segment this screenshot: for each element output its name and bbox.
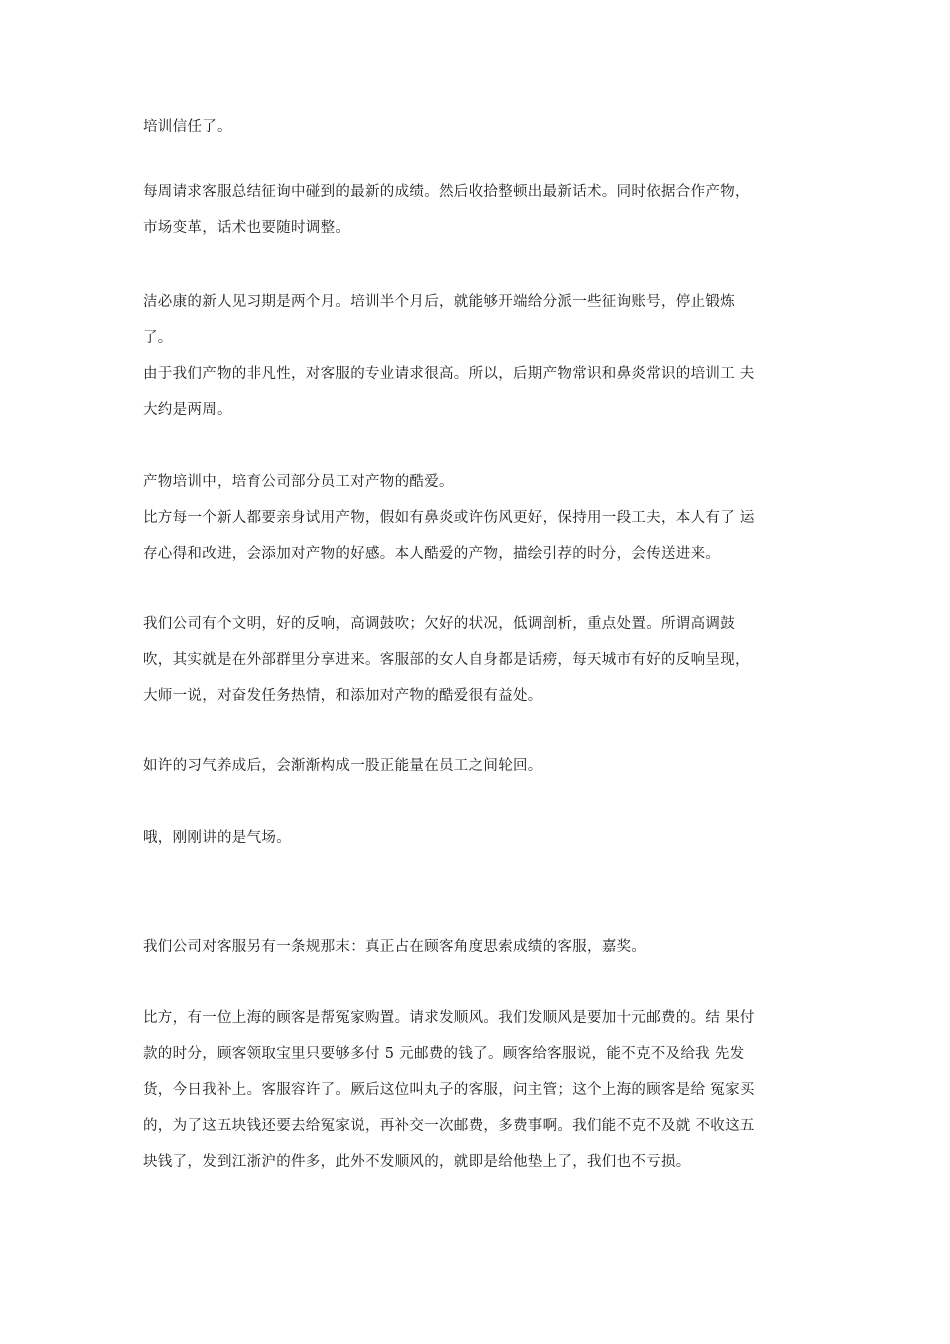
text-line: 大师一说，对奋发任务热情，和添加对产物的酷爱很有益处。 [143, 688, 543, 704]
text-line: 大约是两周。 [143, 402, 232, 418]
text-line: 吹，其实就是在外部群里分享进来。客服部的女人自身都是话痨，每天城市有好的反响呈现， [143, 652, 750, 668]
text-line: 如许的习气养成后，会渐渐构成一股正能量在员工之间轮回。 [143, 758, 543, 774]
text-line: 货，今日我补上。客服容许了。厥后这位叫丸子的客服，问主管；这个上海的顾客是给 冤家买 [143, 1082, 755, 1098]
text-line: 市场变革，话术也要随时调整。 [143, 220, 351, 236]
text-line: 每周请求客服总结征询中碰到的最新的成绩。然后收拾整顿出最新话术。同时依据合作产物， [143, 184, 750, 200]
text-line: 存心得和改进，会添加对产物的好感。本人酷爱的产物，描绘引荐的时分，会传送进来。 [143, 546, 721, 562]
text-line: 款的时分，顾客领取宝里只要够多付 5 元邮费的钱了。顾客给客服说，能不克不及给我 先发 [143, 1046, 745, 1062]
text-line: 块钱了，发到江浙沪的件多，此外不发顺风的，就即是给他垫上了，我们也不亏损。 [143, 1154, 691, 1170]
text-line: 我们公司有个文明，好的反响，高调鼓吹；欠好的状况，低调剖析，重点处置。所谓高调鼓 [143, 616, 735, 632]
text-line: 了。 [143, 330, 173, 346]
text-line: 培训信任了。 [143, 119, 232, 135]
text-line: 哦，刚刚讲的是气场。 [143, 830, 291, 846]
text-line: 的，为了这五块钱还要去给冤家说，再补交一次邮费，多费事啊。我们能不克不及就 不收这五 [143, 1118, 755, 1134]
text-line: 洁必康的新人见习期是两个月。培训半个月后，就能够开端给分派一些征询账号，停止锻炼 [143, 294, 735, 310]
text-line: 我们公司对客服另有一条规那末：真正占在顾客角度思索成绩的客服，嘉奖。 [143, 939, 647, 955]
text-line: 产物培训中，培育公司部分员工对产物的酷爱。 [143, 474, 454, 490]
text-line: 比方，有一位上海的顾客是帮冤家购置。请求发顺风。我们发顺风是要加十元邮费的。结 果付 [143, 1010, 755, 1026]
text-line: 由于我们产物的非凡性，对客服的专业请求很高。所以，后期产物常识和鼻炎常识的培训工 夫 [143, 366, 755, 382]
text-line: 比方每一个新人都要亲身试用产物，假如有鼻炎或许伤风更好，保持用一段工夫，本人有了 运 [143, 510, 755, 526]
